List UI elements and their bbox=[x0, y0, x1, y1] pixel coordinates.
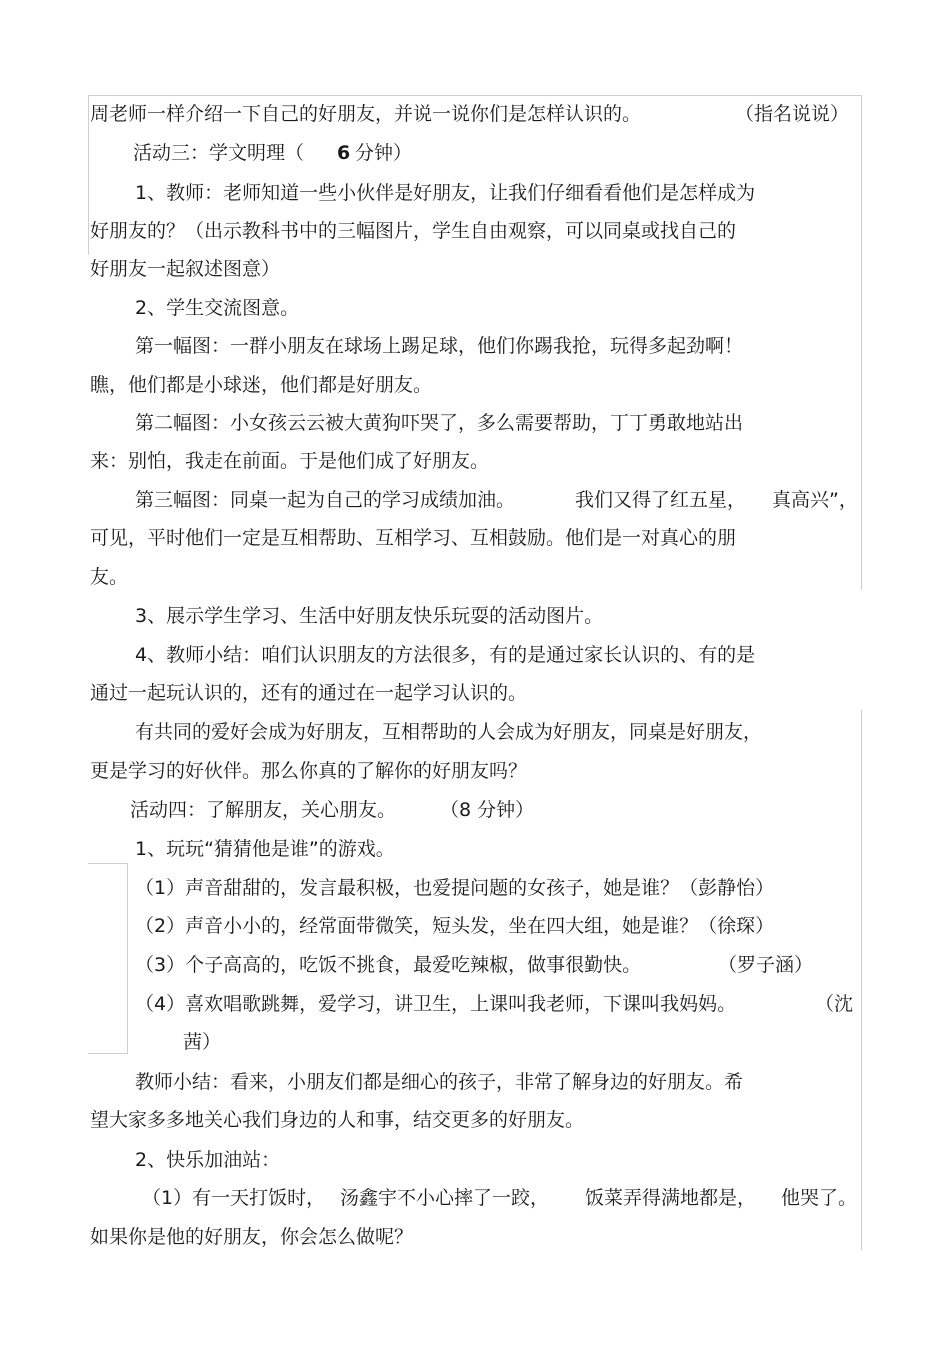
table-border-top bbox=[88, 95, 862, 96]
text-line: 3、展示学生学习、生活中好朋友快乐玩耍的活动图片。 bbox=[135, 605, 604, 627]
text-line: 第一幅图：一群小朋友在球场上踢足球，他们你踢我抢，玩得多起劲啊！ bbox=[135, 335, 744, 357]
list-item-answer: （罗子涵） bbox=[718, 954, 814, 976]
text-line: 友。 bbox=[90, 566, 129, 588]
text-line: 可见，平时他们一定是互相帮助、互相学习、互相鼓励。他们是一对真心的朋 bbox=[90, 527, 737, 549]
text-line: 他哭了。 bbox=[781, 1187, 858, 1209]
text-line: 好朋友一起叙述图意） bbox=[90, 258, 281, 280]
text-line: （1）有一天打饭时， bbox=[142, 1187, 326, 1209]
list-item-answer: （沈 bbox=[815, 993, 854, 1015]
text-line: 通过一起玩认识的，还有的通过在一起学习认识的。 bbox=[90, 682, 528, 704]
text-line: 教师小结：看来，小朋友们都是细心的孩子，非常了解身边的好朋友。希 bbox=[135, 1071, 744, 1093]
duration-number: 6 bbox=[337, 142, 351, 164]
text-line: 饭菜弄得满地都是， bbox=[585, 1187, 757, 1209]
text-line: 2、快乐加油站： bbox=[135, 1149, 281, 1171]
text-line: （指名说说） bbox=[735, 103, 850, 125]
text-line: 如果你是他的好朋友，你会怎么做呢？ bbox=[90, 1226, 414, 1248]
text-line: 瞧，他们都是小球迷，他们都是好朋友。 bbox=[90, 374, 433, 396]
text-line: 1、玩玩“猜猜他是谁”的游戏。 bbox=[135, 838, 395, 860]
text-line: 来：别怕，我走在前面。于是他们成了好朋友。 bbox=[90, 450, 490, 472]
bracket-top bbox=[88, 863, 128, 864]
text-line: 好朋友的？（出示教科书中的三幅图片，学生自由观察，可以同桌或找自己的 bbox=[90, 220, 737, 242]
text-line: 有共同的爱好会成为好朋友，互相帮助的人会成为好朋友，同桌是好朋友， bbox=[135, 721, 763, 743]
text-line: 2、学生交流图意。 bbox=[135, 297, 300, 319]
text-line: 我们又得了红五星， bbox=[575, 489, 747, 511]
list-item: （2）声音小小的，经常面带微笑，短头发，坐在四大组，她是谁？（徐琛） bbox=[135, 915, 775, 937]
text-line: 1、教师：老师知道一些小伙伴是好朋友，让我们仔细看看他们是怎样成为 bbox=[135, 182, 756, 204]
table-border-right-1 bbox=[861, 95, 862, 590]
text-line: 第三幅图：同桌一起为自己的学习成绩加油。 bbox=[135, 489, 516, 511]
text-line: 4、教师小结：咱们认识朋友的方法很多，有的是通过家长认识的、有的是 bbox=[135, 644, 756, 666]
text-line: 真高兴”， bbox=[772, 489, 858, 511]
text-line: 第二幅图：小女孩云云被大黄狗吓哭了，多么需要帮助，丁丁勇敢地站出 bbox=[135, 412, 744, 434]
table-border-left bbox=[88, 95, 89, 255]
section-heading: 活动三：学文明理（ bbox=[133, 142, 305, 164]
text-line: 汤鑫宇不小心摔了一跤， bbox=[340, 1187, 550, 1209]
table-border-right-2 bbox=[861, 710, 862, 1250]
text-line: 周老师一样介绍一下自己的好朋友，并说一说你们是怎样认识的。 bbox=[90, 103, 642, 125]
bracket-line bbox=[127, 863, 128, 1053]
duration-unit: 分钟） bbox=[355, 142, 413, 164]
text-line: 更是学习的好伙伴。那么你真的了解你的好朋友吗？ bbox=[90, 760, 528, 782]
list-item: （4）喜欢唱歌跳舞，爱学习，讲卫生，上课叫我老师，下课叫我妈妈。 bbox=[135, 993, 737, 1015]
list-item-answer: 茜） bbox=[183, 1031, 222, 1053]
duration-label: （8 分钟） bbox=[440, 799, 535, 821]
list-item: （3）个子高高的，吃饭不挑食，最爱吃辣椒，做事很勤快。 bbox=[135, 954, 642, 976]
bracket-bottom bbox=[88, 1053, 128, 1054]
list-item: （1）声音甜甜的，发言最积极，也爱提问题的女孩子，她是谁？（彭静怡） bbox=[135, 877, 775, 899]
text-line: 望大家多多地关心我们身边的人和事，结交更多的好朋友。 bbox=[90, 1109, 585, 1131]
section-heading: 活动四：了解朋友，关心朋友。 bbox=[130, 799, 397, 821]
